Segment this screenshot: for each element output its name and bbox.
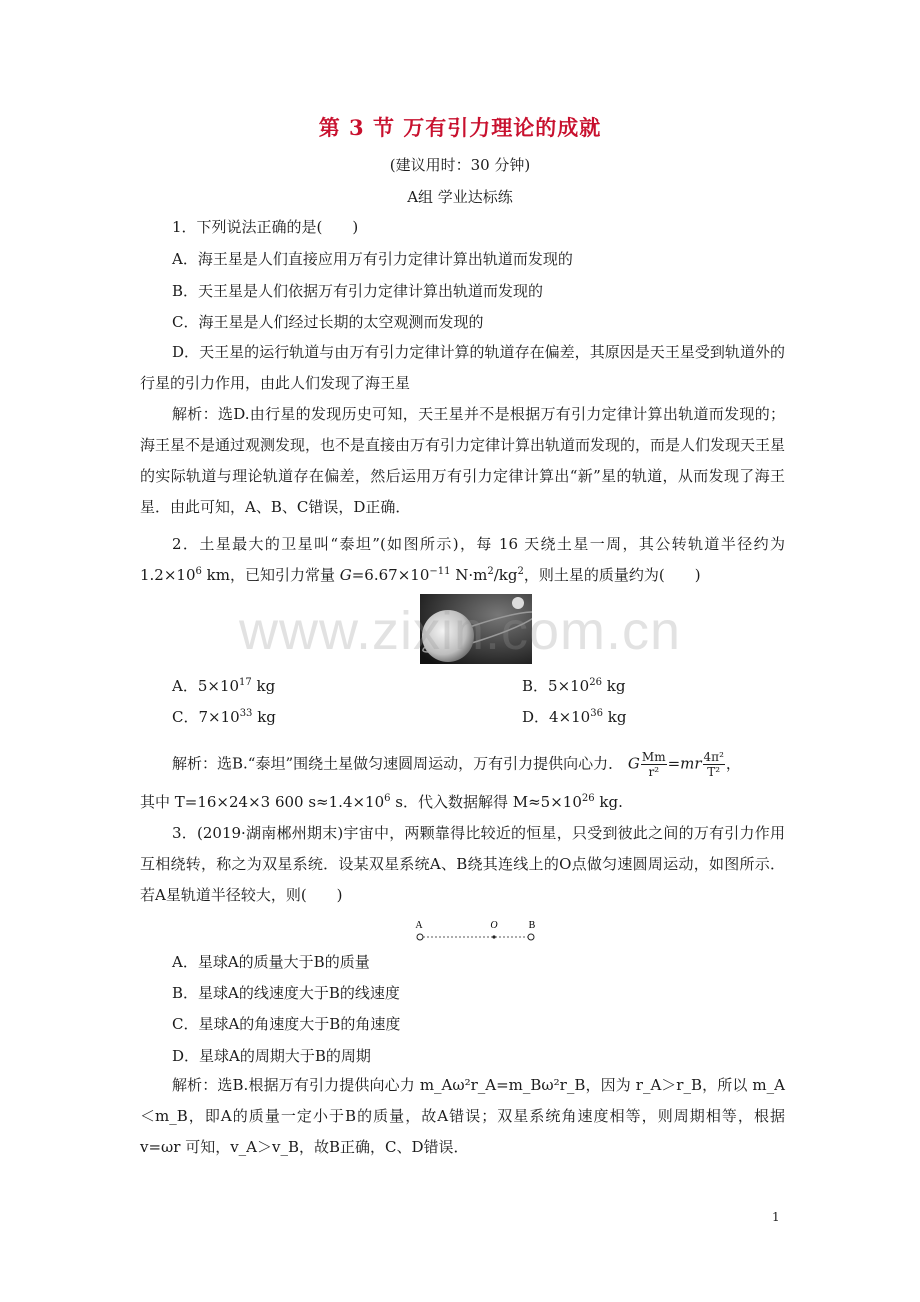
q3-stem: 3．(2019·湖南郴州期末)宇宙中，两颗靠得比较近的恒星，只受到彼此之间的万有引力作用互相绕转，称之为双星系统．设某双星系统A、B绕其连线上的O点做匀速圆周运动，如图所示．若A星轨道半径较大，则( ) bbox=[140, 824, 785, 904]
watermark: www.zixin.com.cn bbox=[238, 601, 682, 661]
q3-analysis: 解析：选B.根据万有引力提供向心力 m_Aω²r_A=m_Bω²r_B，因为 r_A＞r_B，所以 m_A＜m_B，即A的质量一定小于B的质量，故A错误；双星系统角速度相等，则周期相等，根据 v=ωr 可知，v_A＞v_B，故B正确，C、D错误． bbox=[140, 1076, 785, 1156]
fraction-centripetal: $\frac{\text{4π²}}{\text{T²}}$ bbox=[703, 750, 724, 779]
page-number: 1 bbox=[772, 1210, 780, 1224]
label-b: B bbox=[528, 920, 536, 931]
q3-option-a: A．星球A的质量大于B的质量 bbox=[172, 953, 370, 971]
q1-option-d: D．天王星的运行轨道与由万有引力定律计算的轨道存在偏差，其原因是天王星受到轨道外的行星的引力作用，由此人们发现了海王星 bbox=[140, 343, 785, 392]
q3-option-d: D．星球A的周期大于B的周期 bbox=[172, 1047, 371, 1065]
q1-option-b: B．天王星是人们依据万有引力定律计算出轨道而发现的 bbox=[172, 282, 544, 300]
suggested-time: (建议用时：30 分钟) bbox=[389, 156, 531, 174]
label-a: A bbox=[415, 920, 423, 931]
q1-option-a: A．海王星是人们直接应用万有引力定律计算出轨道而发现的 bbox=[172, 250, 573, 268]
q1-analysis: 解析：选D.由行星的发现历史可知，天王星并不是根据万有引力定律计算出轨道而发现的；海王星不是通过观测发现，也不是直接由万有引力定律计算出轨道而发现的，而是人们发现天王星的实际轨道与理论轨道存在偏差，然后运用万有引力定律计算出“新”星的轨道，从而发现了海王星．由此可知，A、B、C错误，D正确． bbox=[140, 405, 786, 516]
q2-analysis-line1: 解析：选B.“泰坦”围绕土星做匀速圆周运动，万有引力提供向心力． G $\frac{Mm}{\text{r²}}$ =mr $\frac{\text{4π²}}{\text{T²}}$ ， bbox=[172, 750, 741, 779]
q2-analysis-line2: 其中 T=16×24×3 600 $s\approx 1.4\times 10^6$ s．代入数据解得 $M\approx 5\times 10^{26}$ kg. bbox=[140, 793, 623, 811]
q2-option-c: C．$7\times 10^{33}$ kg bbox=[172, 708, 276, 726]
q2-option-b: B．$5\times 10^{26}$ kg bbox=[522, 677, 626, 695]
page-title: 第 3 节 万有引力理论的成就 bbox=[318, 115, 602, 140]
q1-option-c: C．海王星是人们经过长期的太空观测而发现的 bbox=[172, 313, 484, 331]
label-o: O bbox=[490, 920, 498, 931]
q3-option-b: B．星球A的线速度大于B的线速度 bbox=[172, 984, 400, 1002]
q1-stem: 1．下列说法正确的是( ) bbox=[172, 218, 359, 236]
group-heading: A组 学业达标练 bbox=[407, 188, 513, 206]
titan-saturn-photo bbox=[420, 594, 532, 664]
q2-stem: 2．土星最大的卫星叫“泰坦”(如图所示)，每 16 天绕土星一周，其公转轨道半径约为 $1.2\times 10^6$ km，已知引力常量 $G=6.67\times 10^{-11}$ $N\cdot m^2/kg^2$，则土星的质量约为( ) bbox=[140, 535, 785, 584]
q2-option-a: A．$5\times 10^{17}$ kg bbox=[172, 677, 276, 695]
q3-option-c: C．星球A的角速度大于B的角速度 bbox=[172, 1015, 401, 1033]
fraction-gravity: $\frac{Mm}{\text{r²}}$ bbox=[641, 750, 666, 779]
binary-star-diagram bbox=[410, 918, 540, 946]
q2-option-d: D．$4\times 10^{36}$ kg bbox=[522, 708, 627, 726]
